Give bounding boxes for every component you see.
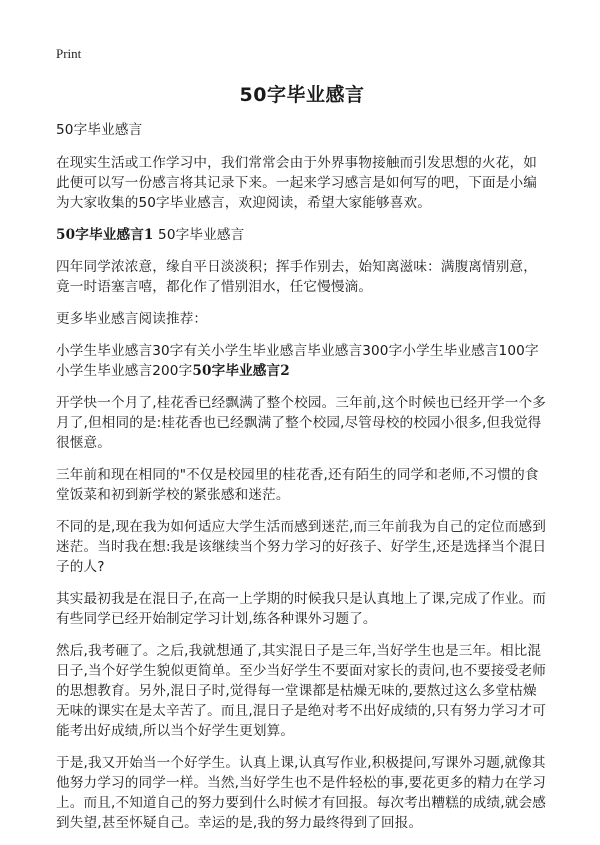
document-subtitle: 50字毕业感言	[56, 122, 143, 138]
section2-heading: 50字毕业感言2	[192, 363, 290, 379]
section1-heading-rest: 50字毕业感言	[153, 227, 245, 243]
intro-paragraph: 在现实生活或工作学习中，我们常常会由于外界事物接触而引发思想的火花，如此便可以写一份感言将其记录下来。一起来学习感言是如何写的吧，下面是小编为大家收集的50字毕业感言，欢迎阅读，希望大家能够喜欢。	[56, 155, 538, 211]
recommend-links[interactable]: 小学生毕业感言30字有关小学生毕业感言毕业感言300字小学生毕业感言100字小学生毕业感言200字	[56, 343, 539, 379]
section1-paragraph: 四年同学浓浓意，缘自平日淡淡积；挥手作别去，始知离滋味：满腹离情别意，竟一时语塞言嘻，都化作了惜别泪水，任它慢慢滴。	[56, 259, 538, 295]
body-paragraph: 三年前和现在相同的"不仅是校园里的桂花香,还有陌生的同学和老师,不习惯的食堂饭菜和初到新学校的紧张感和迷茫。	[56, 467, 539, 503]
body-paragraph: 不同的是,现在我为如何适应大学生活而感到迷茫,而三年前我为自己的定位而感到迷茫。当时我在想:我是该继续当个努力学习的好孩子、好学生,还是选择当个混日子的人?	[56, 519, 547, 575]
section1-heading: 50字毕业感言1	[56, 227, 154, 243]
recommend-links-line	[56, 341, 548, 381]
document-title: 50字毕业感言	[239, 84, 365, 106]
body-paragraph: 于是,我又开始当一个好学生。认真上课,认真写作业,积极提问,写课外习题,就像其他努力学习的同学一样。当然,当好学生也不是件轻松的事,要花更多的精力在学习上。而且,不知道自己的努力要到什么时候才有回报。每次考出糟糕的成绩,就会感到失望,甚至怀疑自己。幸运的是,我的努力最终得到了回报。	[56, 755, 546, 831]
body-paragraph: 然后,我考砸了。之后,我就想通了,其实混日子是三年,当好学生也是三年。相比混日子,当个好学生貌似更简单。至少当好学生不要面对家长的责问,也不要接受老师的思想教育。另外,混日子时,觉得每一堂课都是枯燥无味的,要熬过这么多堂枯燥无味的课实在是太辛苦了。而且,混日子是绝对考不出好成绩的,只有努力学习才可能考出好成绩,所以当个好学生更划算。	[56, 643, 546, 739]
body-paragraph: 其实最初我是在混日子,在高一上学期的时候我只是认真地上了课,完成了作业。而有些同学已经开始制定学习计划,练各种课外习题了。	[56, 591, 546, 627]
document-body	[56, 120, 548, 845]
section1-heading-line	[56, 225, 548, 245]
print-label: Print	[56, 46, 82, 61]
more-recommend-label: 更多毕业感言阅读推荐：	[56, 311, 208, 327]
body-paragraph: 开学快一个月了,桂花香已经飘满了整个校园。三年前,这个时候也已经开学一个多月了,但相同的是:桂花香也已经飘满了整个校园,尽管母校的校园小很多,但我觉得很惬意。	[56, 395, 546, 451]
